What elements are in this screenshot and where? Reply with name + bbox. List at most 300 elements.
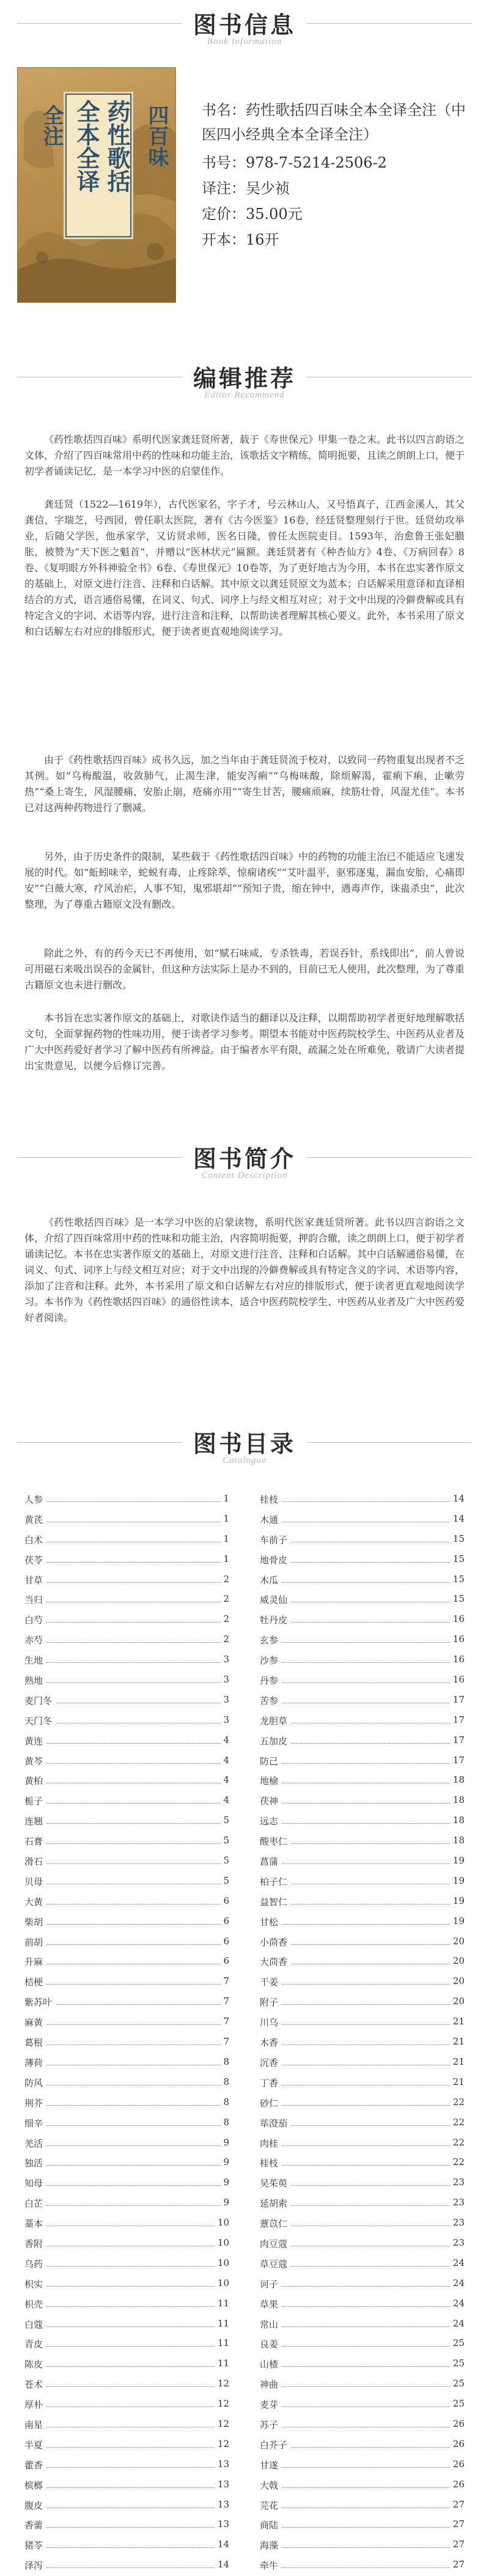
section-header-editor xyxy=(0,353,489,409)
toc-entry-name: 常山 xyxy=(260,2318,282,2331)
toc-entry xyxy=(24,2052,229,2073)
toc-entry-page: 16 xyxy=(450,1674,465,1685)
toc-entry xyxy=(260,2455,465,2475)
toc-entry-page: 21 xyxy=(450,2036,465,2047)
toc-entry xyxy=(24,2334,229,2354)
toc-entry-name: 龙胆草 xyxy=(260,1714,291,1727)
editor-paragraph: 《药性歌括四百味》系明代医家龚廷贤所著，载于《寿世保元》甲集一卷之末。此书以四言韵语之文体，介绍了四百味常用中药的性味和功能主治，该歌括文字精练，简明扼要，且读之朗朗上口，便于初学者诵读记忆，是一本学习中医的启蒙佳作。 xyxy=(24,434,465,477)
toc-entry-name: 酸枣仁 xyxy=(260,1835,291,1848)
toc-entry-name: 麦芽 xyxy=(260,2398,282,2411)
toc-leader-dots xyxy=(24,1682,229,1683)
toc-entry-page: 7 xyxy=(221,2016,229,2027)
toc-entry xyxy=(260,1932,465,1952)
toc-entry-name: 玄参 xyxy=(260,1634,282,1646)
toc-entry-page: 20 xyxy=(450,1996,465,2007)
editor-paragraph: 除此之外，有的药今天已不再使用，如“赋石味咸，专杀铁毒，若误吞针，系线即出”，前人曾说可用磁石来吸出误吞的金属针，但这种方法实际上是办不到的，目前已无人使用，此次整理，为了尊重古籍原文也未进行删改。 xyxy=(24,947,465,991)
toc-leader-dots xyxy=(260,2467,465,2468)
toc-entry-page: 8 xyxy=(221,2056,229,2067)
toc-entry-name: 天门冬 xyxy=(24,1714,56,1727)
toc-entry-name: 五加皮 xyxy=(260,1734,291,1747)
toc-entry xyxy=(24,2294,229,2314)
toc-entry-page: 17 xyxy=(450,1714,465,1725)
toc-entry xyxy=(260,1972,465,1992)
toc-entry xyxy=(260,1711,465,1731)
toc-entry-page: 7 xyxy=(221,1996,229,2007)
cover-title-col-2: 全本全译 xyxy=(73,100,100,193)
toc-entry-name: 黄芪 xyxy=(24,1513,46,1526)
toc-entry-page: 1 xyxy=(221,1493,229,1504)
toc-leader-dots xyxy=(24,2366,229,2367)
toc-entry-name: 川乌 xyxy=(260,2016,282,2029)
toc-entry xyxy=(260,2354,465,2374)
toc-entry xyxy=(24,1932,229,1952)
toc-entry xyxy=(260,2294,465,2314)
toc-leader-dots xyxy=(24,2567,229,2568)
toc-entry xyxy=(260,2012,465,2032)
toc-leader-dots xyxy=(260,1582,465,1583)
toc-entry xyxy=(260,1851,465,1871)
toc-entry xyxy=(24,1751,229,1771)
toc-entry-name: 甘遂 xyxy=(260,2459,282,2471)
toc-entry xyxy=(260,2032,465,2052)
toc-entry xyxy=(24,2535,229,2555)
toc-entry xyxy=(24,2415,229,2435)
toc-entry-page: 4 xyxy=(221,1755,229,1766)
toc-entry-name: 知母 xyxy=(24,2177,46,2189)
toc-leader-dots xyxy=(24,1803,229,1804)
toc-entry xyxy=(24,1851,229,1871)
toc-entry-name: 泽泻 xyxy=(24,2559,46,2572)
toc-entry xyxy=(24,2495,229,2515)
toc-entry xyxy=(24,1489,229,1509)
toc-entry xyxy=(260,1731,465,1751)
book-title-label: 书名： xyxy=(202,102,246,119)
toc-entry xyxy=(24,2455,229,2475)
toc-entry-name: 苍术 xyxy=(24,2378,46,2391)
toc-leader-dots xyxy=(24,1763,229,1764)
toc-entry-name: 苏子 xyxy=(260,2418,282,2431)
toc-leader-dots xyxy=(24,1582,229,1583)
toc-entry xyxy=(24,2555,229,2575)
toc-leader-dots xyxy=(24,1562,229,1563)
toc-entry xyxy=(260,2515,465,2535)
toc-leader-dots xyxy=(24,2205,229,2206)
toc-entry-name: 木通 xyxy=(260,1513,282,1526)
toc-entry-name: 茯神 xyxy=(260,1794,282,1807)
toc-entry-page: 22 xyxy=(450,2117,465,2128)
toc-entry-page: 1 xyxy=(221,1553,229,1564)
toc-entry-page: 13 xyxy=(215,2499,229,2510)
toc-entry xyxy=(260,1650,465,1670)
toc-entry xyxy=(260,1771,465,1791)
toc-entry-name: 沉香 xyxy=(260,2056,282,2069)
toc-entry-name: 防风 xyxy=(24,2076,46,2089)
section-subtitle: Editor Recommend xyxy=(204,390,285,400)
toc-entry-name: 白芥子 xyxy=(260,2438,291,2451)
toc-entry-name: 细辛 xyxy=(24,2117,46,2130)
toc-leader-dots xyxy=(24,1823,229,1824)
toc-entry-page: 13 xyxy=(215,2459,229,2470)
toc-entry-page: 23 xyxy=(450,2177,465,2188)
toc-leader-dots xyxy=(24,2266,229,2267)
toc-entry-name: 白蔻 xyxy=(24,2318,46,2331)
book-translator-row xyxy=(202,176,290,198)
toc-entry xyxy=(24,2093,229,2113)
toc-entry xyxy=(260,1550,465,1570)
editor-paragraph: 本书旨在忠实著作原文的基础上，对歌诀作适当的翻译以及注释，以期帮助初学者更好地理解歌括文句，全面掌握药物的性味功用，便于读者学习参考。期望本书能对中医药院校学生、中医药从业者及广大中医药爱好者学习了解中医药有所裨益。由于编者水平有限，疏漏之处在所难免，敬请广大读者提出宝贵意见，以便今后修订完善。 xyxy=(24,1012,465,1071)
toc-leader-dots xyxy=(260,2326,465,2327)
toc-entry-name: 贝母 xyxy=(24,1875,46,1888)
toc-entry-page: 24 xyxy=(450,2278,465,2289)
toc-leader-dots xyxy=(24,2105,229,2106)
toc-entry-page: 26 xyxy=(450,2438,465,2449)
format-label: 开本： xyxy=(202,231,246,248)
cover-title-col-3: 四百味 xyxy=(144,105,169,167)
toc-entry-name: 麦门冬 xyxy=(24,1694,56,1707)
toc-entry-name: 神曲 xyxy=(260,2378,282,2391)
toc-entry-page: 3 xyxy=(221,1654,229,1665)
toc-entry xyxy=(260,2415,465,2435)
toc-leader-dots xyxy=(24,2185,229,2186)
section-title: 编辑推荐 xyxy=(193,365,296,392)
toc-entry-name: 当归 xyxy=(24,1593,46,1606)
toc-entry-page: 15 xyxy=(450,1533,465,1544)
toc-entry-name: 车前子 xyxy=(260,1533,291,1546)
toc-entry-page: 5 xyxy=(221,1835,229,1846)
toc-entry-page: 10 xyxy=(215,2217,229,2228)
toc-leader-dots xyxy=(24,2467,229,2468)
toc-leader-dots xyxy=(24,1984,229,1985)
toc-leader-dots xyxy=(24,2326,229,2327)
toc-entry-page: 5 xyxy=(221,1855,229,1866)
toc-entry-page: 23 xyxy=(450,2197,465,2208)
toc-column-right xyxy=(260,1489,465,2575)
toc-entry-name: 大黄 xyxy=(24,1895,46,1908)
toc-entry-page: 6 xyxy=(221,1936,229,1947)
toc-entry xyxy=(260,1871,465,1892)
toc-entry-name: 丹参 xyxy=(260,1674,282,1687)
toc-entry xyxy=(260,2093,465,2113)
section-subtitle: Catalogue xyxy=(222,1456,267,1465)
toc-entry xyxy=(260,1509,465,1530)
toc-entry xyxy=(260,2073,465,2093)
toc-entry-page: 14 xyxy=(215,2559,229,2570)
toc-leader-dots xyxy=(24,2527,229,2528)
toc-entry-page: 14 xyxy=(215,2539,229,2550)
toc-leader-dots xyxy=(24,1843,229,1844)
toc-entry-page: 8 xyxy=(221,2117,229,2128)
toc-leader-dots xyxy=(24,1622,229,1623)
toc-entry xyxy=(260,1690,465,1711)
toc-entry xyxy=(24,1952,229,1972)
toc-entry-name: 陈皮 xyxy=(24,2358,46,2371)
translator-value: 吴少祯 xyxy=(246,180,290,197)
toc-leader-dots xyxy=(24,2447,229,2448)
toc-entry xyxy=(260,2213,465,2234)
toc-entry-name: 连翘 xyxy=(24,1815,46,1827)
toc-entry xyxy=(24,1670,229,1690)
toc-entry xyxy=(24,2133,229,2153)
toc-entry-name: 荜澄茄 xyxy=(260,2117,291,2130)
book-price-row xyxy=(202,202,303,223)
toc-entry-name: 延胡索 xyxy=(260,2197,291,2210)
toc-leader-dots xyxy=(24,1642,229,1643)
toc-entry xyxy=(260,2555,465,2575)
toc-entry-page: 25 xyxy=(450,2398,465,2409)
toc-entry-name: 远志 xyxy=(260,1815,282,1827)
toc-entry-page: 22 xyxy=(450,2137,465,2148)
toc-entry-name: 山楂 xyxy=(260,2358,282,2371)
toc-entry-page: 5 xyxy=(221,1875,229,1886)
toc-entry xyxy=(24,2032,229,2052)
toc-entry-page: 18 xyxy=(450,1794,465,1805)
toc-entry-page: 24 xyxy=(450,2318,465,2329)
toc-entry-page: 7 xyxy=(221,1975,229,1986)
toc-leader-dots xyxy=(24,2165,229,2166)
toc-entry-name: 前胡 xyxy=(24,1936,46,1949)
toc-entry-page: 19 xyxy=(450,1915,465,1926)
toc-entry-page: 2 xyxy=(221,1634,229,1645)
toc-entry-page: 21 xyxy=(450,2076,465,2087)
toc-entry-name: 黄柏 xyxy=(24,1774,46,1787)
toc-entry-page: 11 xyxy=(215,2337,229,2348)
toc-entry-page: 14 xyxy=(450,1513,465,1524)
toc-leader-dots xyxy=(24,2487,229,2488)
toc-entry-name: 肉豆蔻 xyxy=(260,2237,291,2250)
toc-entry-page: 3 xyxy=(221,1714,229,1725)
toc-entry xyxy=(260,2334,465,2354)
section-subtitle: Book Information xyxy=(207,37,282,46)
toc-entry xyxy=(24,1630,229,1650)
book-isbn-row xyxy=(202,150,387,172)
toc-entry-name: 独活 xyxy=(24,2156,46,2169)
toc-entry xyxy=(24,2113,229,2133)
toc-entry xyxy=(24,1892,229,1912)
section-header-info xyxy=(0,0,489,55)
toc-leader-dots xyxy=(260,2165,465,2166)
toc-entry-page: 25 xyxy=(450,2337,465,2348)
toc-entry xyxy=(24,1550,229,1570)
toc-entry-name: 桂枝 xyxy=(260,1493,282,1506)
toc-entry-page: 8 xyxy=(221,2076,229,2087)
toc-entry xyxy=(260,1892,465,1912)
toc-leader-dots xyxy=(260,2386,465,2387)
toc-entry xyxy=(260,1489,465,1509)
toc-entry xyxy=(24,1570,229,1590)
toc-entry-name: 荆芥 xyxy=(24,2097,46,2109)
toc-entry-name: 升麻 xyxy=(24,1955,46,1968)
toc-entry-name: 干姜 xyxy=(260,1975,282,1988)
toc-entry xyxy=(260,2193,465,2213)
toc-entry xyxy=(260,1530,465,1550)
toc-entry xyxy=(260,1751,465,1771)
toc-entry-name: 沙参 xyxy=(260,1654,282,1667)
toc-entry-name: 附子 xyxy=(260,1996,282,2008)
toc-entry-page: 16 xyxy=(450,1654,465,1665)
toc-entry xyxy=(24,1972,229,1992)
toc-entry-page: 11 xyxy=(215,2318,229,2329)
toc-entry xyxy=(260,2113,465,2133)
toc-entry-name: 肉桂 xyxy=(260,2137,282,2150)
section-subtitle: Content Description xyxy=(201,1171,288,1180)
toc-entry-page: 19 xyxy=(450,1895,465,1906)
toc-entry-page: 10 xyxy=(215,2257,229,2268)
section-header-catalogue xyxy=(0,1419,489,1474)
toc-entry-name: 大戟 xyxy=(260,2479,282,2492)
toc-entry xyxy=(260,1992,465,2012)
toc-leader-dots xyxy=(260,1642,465,1643)
toc-entry-name: 菖蒲 xyxy=(260,1855,282,1868)
toc-entry-name: 砂仁 xyxy=(260,2097,282,2109)
toc-entry-page: 9 xyxy=(221,2137,229,2148)
toc-entry xyxy=(24,2213,229,2234)
cover-title-col-1: 药性歌括 xyxy=(103,100,131,193)
toc-entry-page: 4 xyxy=(221,1734,229,1745)
toc-leader-dots xyxy=(260,1803,465,1804)
toc-entry-name: 南星 xyxy=(24,2418,46,2431)
toc-entry-page: 10 xyxy=(215,2237,229,2248)
toc-entry-page: 12 xyxy=(215,2438,229,2449)
toc-entry-name: 藁本 xyxy=(24,2217,46,2230)
toc-entry xyxy=(24,1791,229,1811)
toc-entry-page: 11 xyxy=(215,2358,229,2369)
toc-leader-dots xyxy=(260,2366,465,2367)
toc-leader-dots xyxy=(260,2567,465,2568)
toc-entry-page: 17 xyxy=(450,1755,465,1766)
toc-entry xyxy=(24,2515,229,2535)
toc-entry-name: 人参 xyxy=(24,1493,46,1506)
toc-entry-page: 2 xyxy=(221,1574,229,1585)
toc-entry xyxy=(260,2254,465,2274)
toc-entry-name: 草豆蔻 xyxy=(260,2257,291,2270)
toc-entry-name: 槟榔 xyxy=(24,2479,46,2492)
toc-column-left xyxy=(24,1489,229,2575)
toc-entry-name: 薄荷 xyxy=(24,2056,46,2069)
toc-entry-page: 15 xyxy=(450,1574,465,1585)
toc-entry xyxy=(24,1992,229,2012)
toc-leader-dots xyxy=(260,2004,465,2005)
toc-entry-name: 吴茱萸 xyxy=(260,2177,291,2189)
toc-entry xyxy=(260,2374,465,2394)
section-title: 图书简介 xyxy=(193,1146,296,1172)
toc-entry xyxy=(24,1912,229,1932)
toc-entry-page: 14 xyxy=(450,1493,465,1504)
toc-entry-name: 海藻 xyxy=(260,2539,282,2552)
toc-entry-name: 威灵仙 xyxy=(260,1593,291,1606)
toc-leader-dots xyxy=(24,2547,229,2548)
toc-leader-dots xyxy=(24,2346,229,2347)
toc-entry-page: 2 xyxy=(221,1613,229,1624)
toc-entry xyxy=(260,1590,465,1610)
toc-entry xyxy=(260,1670,465,1690)
toc-entry xyxy=(260,1831,465,1851)
toc-entry-page: 27 xyxy=(450,2499,465,2510)
toc-leader-dots xyxy=(260,2527,465,2528)
toc-entry-name: 羌活 xyxy=(24,2137,46,2150)
toc-entry-page: 13 xyxy=(215,2479,229,2490)
toc-entry-name: 麻黄 xyxy=(24,2016,46,2029)
toc-entry-page: 3 xyxy=(221,1694,229,1705)
toc-entry xyxy=(24,1771,229,1791)
toc-entry-name: 熟地 xyxy=(24,1674,46,1687)
toc-leader-dots xyxy=(24,2145,229,2146)
toc-leader-dots xyxy=(24,2286,229,2287)
toc-leader-dots xyxy=(260,1924,465,1925)
toc-entry-page: 22 xyxy=(450,2097,465,2108)
toc-entry xyxy=(24,2153,229,2173)
section-header-content xyxy=(0,1134,489,1189)
toc-leader-dots xyxy=(260,1763,465,1764)
toc-entry-page: 16 xyxy=(450,1613,465,1624)
toc-leader-dots xyxy=(24,1924,229,1925)
toc-entry xyxy=(260,2495,465,2515)
toc-entry xyxy=(24,1509,229,1530)
toc-entry-name: 白芍 xyxy=(24,1613,46,1626)
toc-entry xyxy=(24,1650,229,1670)
toc-entry-name: 草果 xyxy=(260,2298,282,2311)
toc-entry-page: 18 xyxy=(450,1774,465,1785)
toc-entry-page: 20 xyxy=(450,1936,465,1947)
toc-entry-page: 13 xyxy=(215,2519,229,2530)
toc-entry-page: 12 xyxy=(215,2398,229,2409)
toc-entry-page: 25 xyxy=(450,2358,465,2369)
toc-entry-page: 23 xyxy=(450,2217,465,2228)
toc-leader-dots xyxy=(260,2487,465,2488)
toc-entry-name: 石膏 xyxy=(24,1835,46,1848)
toc-entry-name: 茯苓 xyxy=(24,1553,46,1566)
toc-entry-name: 桔梗 xyxy=(24,1975,46,1988)
toc-entry-name: 牡丹皮 xyxy=(260,1613,291,1626)
toc-entry xyxy=(24,2173,229,2193)
toc-entry-page: 26 xyxy=(450,2418,465,2429)
toc-entry xyxy=(24,1690,229,1711)
toc-entry-page: 20 xyxy=(450,1975,465,1986)
toc-entry-page: 16 xyxy=(450,1634,465,1645)
toc-entry-page: 26 xyxy=(450,2479,465,2490)
toc-entry xyxy=(24,2475,229,2495)
toc-leader-dots xyxy=(24,2085,229,2086)
toc-entry-name: 黄连 xyxy=(24,1734,46,1747)
toc-entry-page: 5 xyxy=(221,1815,229,1826)
toc-entry xyxy=(24,2254,229,2274)
toc-leader-dots xyxy=(260,2286,465,2287)
toc-leader-dots xyxy=(24,1743,229,1744)
toc-entry-page: 21 xyxy=(450,2016,465,2027)
toc-leader-dots xyxy=(24,2306,229,2307)
toc-entry-page: 3 xyxy=(221,1674,229,1685)
toc-entry-name: 薏苡仁 xyxy=(260,2217,291,2230)
toc-entry-name: 商陆 xyxy=(260,2519,282,2531)
toc-entry-name: 白芷 xyxy=(24,2197,46,2210)
toc-entry-name: 青皮 xyxy=(24,2337,46,2350)
toc-entry-name: 香薷 xyxy=(24,2519,46,2531)
toc-entry xyxy=(260,2475,465,2495)
toc-entry-name: 栀子 xyxy=(24,1794,46,1807)
isbn-label: 书号： xyxy=(202,154,246,171)
toc-entry-page: 24 xyxy=(450,2298,465,2309)
toc-entry xyxy=(24,1590,229,1610)
toc-entry xyxy=(24,2073,229,2093)
toc-entry-name: 猪苓 xyxy=(24,2539,46,2552)
toc-entry xyxy=(24,1811,229,1831)
toc-entry-page: 25 xyxy=(450,2378,465,2389)
toc-leader-dots xyxy=(260,1501,465,1502)
toc-leader-dots xyxy=(24,1662,229,1663)
toc-leader-dots xyxy=(260,2085,465,2086)
toc-entry xyxy=(260,2435,465,2455)
toc-entry-name: 滑石 xyxy=(24,1855,46,1868)
toc-entry xyxy=(24,1530,229,1550)
